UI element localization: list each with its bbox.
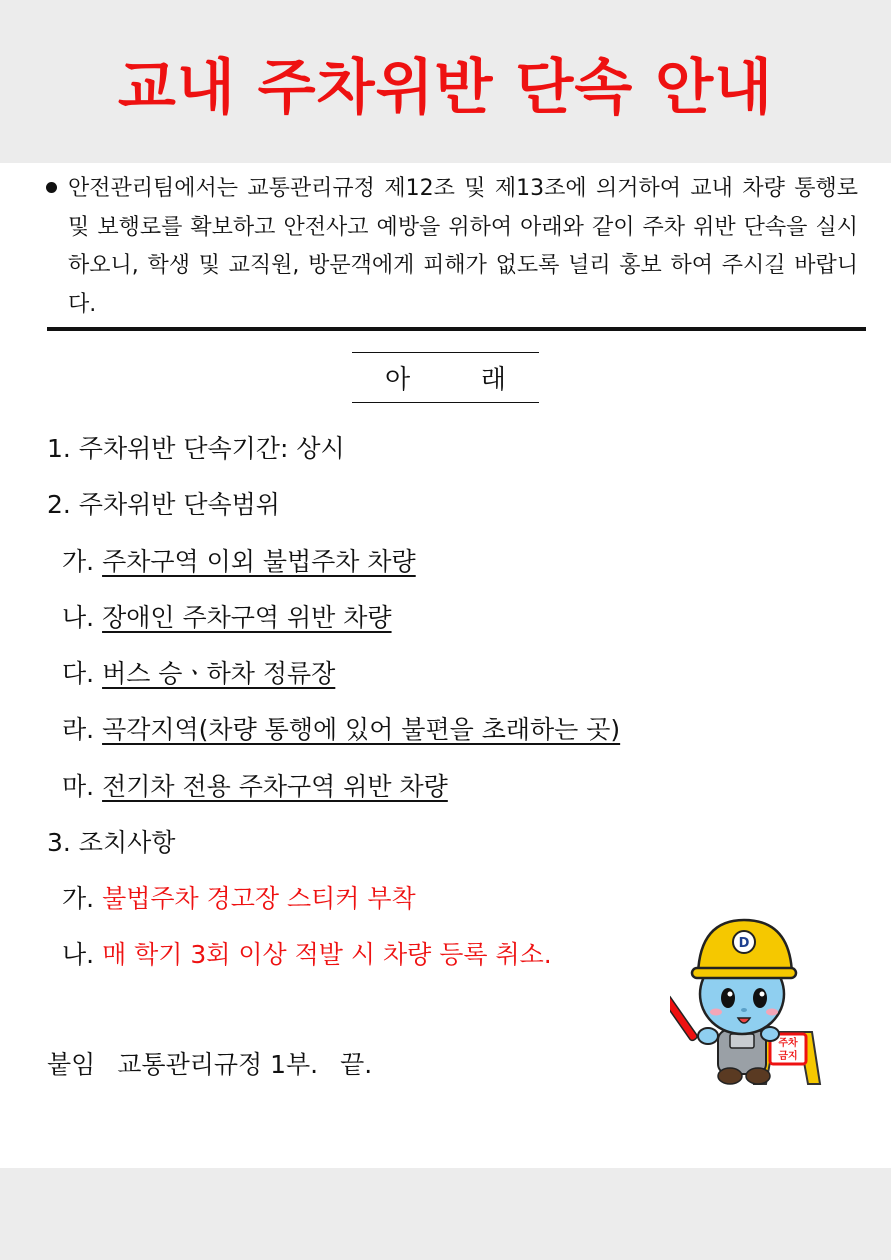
list-text: 주차구역 이외 불법주차 차량: [102, 547, 416, 576]
below-heading: [352, 352, 539, 403]
item-1: 1. 주차위반 단속기간: 상시: [47, 434, 345, 463]
list-item: [62, 601, 392, 635]
attachment-line: [47, 1048, 386, 1082]
svg-text:주차: 주차: [778, 1038, 798, 1049]
footer-band: [0, 1168, 891, 1260]
below-heading-char-1: 아: [385, 365, 411, 395]
intro-text: 안전관리팀에서는 교통관리규정 제12조 및 제13조에 의거하여 교내 차량 통행로 및 보행로를 확보하고 안전사고 예방을 위하여 아래와 같이 주차 위반 단속을 실시 하오니, 학생 및 교직원, 방문객에게 피해가 없도록 널리 홍보 하여 주시길 바랍니다.: [68, 176, 858, 317]
list-item: [62, 657, 335, 691]
list-marker: 나.: [62, 603, 95, 632]
list-text: 버스 승ㆍ하차 정류장: [102, 659, 336, 688]
attachment-label: 붙임: [47, 1050, 96, 1079]
list-item: [62, 938, 552, 972]
mascot-illustration: [670, 912, 830, 1090]
svg-text:금지: 금지: [778, 1051, 798, 1062]
list-text: 장애인 주차구역 위반 차량: [102, 603, 392, 632]
list-marker: 마.: [62, 772, 95, 801]
list-text: 매 학기 3회 이상 적발 시 차량 등록 취소.: [102, 940, 552, 969]
divider: [47, 327, 866, 331]
list-item: [62, 882, 416, 916]
list-item: [62, 545, 416, 579]
below-heading-char-2: 래: [480, 365, 506, 395]
helmet-letter: D: [738, 936, 750, 951]
attachment-text: 교통관리규정 1부.: [117, 1050, 319, 1079]
attachment-end: 끝.: [340, 1050, 373, 1079]
list-text: 불법주차 경고장 스티커 부착: [102, 884, 416, 913]
list-marker: 라.: [62, 715, 95, 744]
list-text: 전기차 전용 주차구역 위반 차량: [102, 772, 448, 801]
list-marker: 나.: [62, 940, 95, 969]
page-title: 교내 주차위반 단속 안내: [117, 53, 774, 123]
bullet-icon: [46, 182, 57, 193]
item-2: 2. 주차위반 단속범위: [47, 490, 280, 519]
list-marker: 가.: [62, 547, 95, 576]
list-item: [62, 770, 448, 804]
list-text: 곡각지역(차량 통행에 있어 불편을 초래하는 곳): [102, 715, 621, 744]
list-marker: 다.: [62, 659, 95, 688]
list-item: [62, 713, 620, 747]
item-3: 3. 조치사항: [47, 828, 176, 857]
list-marker: 가.: [62, 884, 95, 913]
